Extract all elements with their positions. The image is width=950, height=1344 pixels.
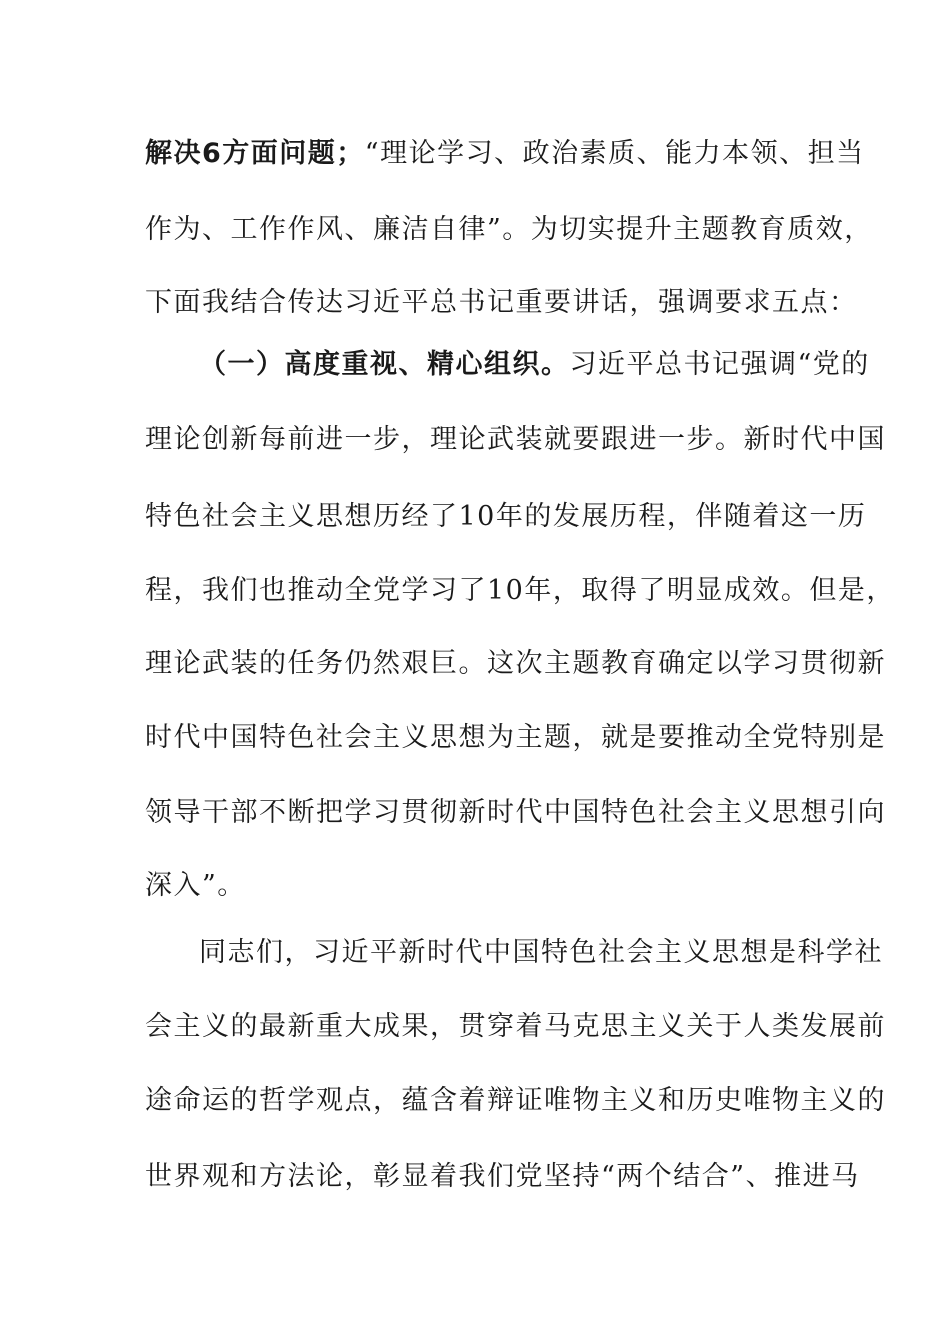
- text-line: 时代中国特色社会主义思想为主题，就是要推动全党特别是: [145, 722, 886, 753]
- text-line: 深入”。: [145, 870, 246, 901]
- text-line: 特色社会主义思想历经了10年的发展历程，伴随着这一历: [145, 501, 867, 532]
- text-line: 理论武装的任务仍然艰巨。这次主题教育确定以学习贯彻新: [145, 648, 886, 679]
- text-line: 程，我们也推动全党学习了10年，取得了明显成效。但是，: [145, 575, 895, 606]
- text-line: 世界观和方法论，彰显着我们党坚持“两个结合”、推进马: [145, 1161, 860, 1192]
- text-line: 会主义的最新重大成果，贯穿着马克思主义关于人类发展前: [145, 1011, 886, 1042]
- bold-lead: 解决6方面问题；: [145, 138, 365, 169]
- section-heading: （一）高度重视、精心组织。: [199, 349, 570, 380]
- section-heading-line: [199, 345, 869, 385]
- text-line: 领导干部不断把学习贯彻新时代中国特色社会主义思想引向: [145, 797, 886, 828]
- text-line: [145, 134, 865, 174]
- text-line: 理论创新每前进一步，理论武装就要跟进一步。新时代中国: [145, 424, 886, 455]
- text-line: 下面我结合传达习近平总书记重要讲话，强调要求五点：: [145, 287, 858, 318]
- text-line: 作为、工作作风、廉洁自律”。为切实提升主题教育质效，: [145, 214, 873, 245]
- text-line: 途命运的哲学观点，蕴含着辩证唯物主义和历史唯物主义的: [145, 1085, 886, 1116]
- paragraph-start-line: 同志们，习近平新时代中国特色社会主义思想是科学社: [199, 937, 883, 968]
- line-text: 习近平总书记强调“党的: [569, 349, 870, 380]
- line-text: “理论学习、政治素质、能力本领、担当: [364, 138, 865, 169]
